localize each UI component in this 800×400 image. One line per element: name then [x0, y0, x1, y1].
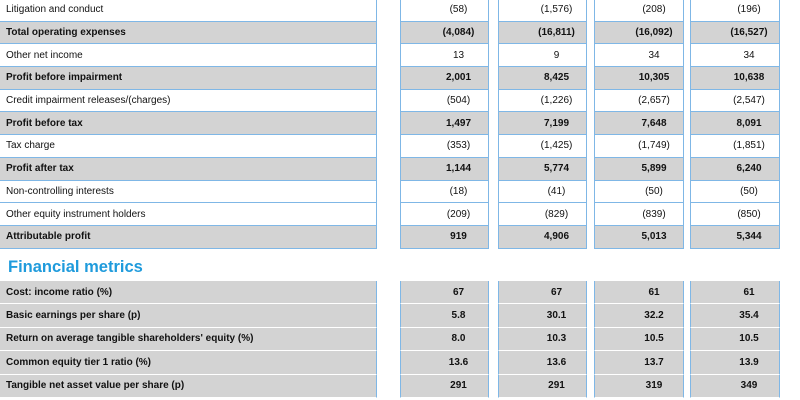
value-cell-col3: 10.5 [594, 328, 684, 351]
column-gap [377, 328, 400, 351]
value-cell-col1: (504) [400, 90, 489, 113]
value-cell-col1: (18) [400, 181, 489, 204]
value-cell-col4: 61 [690, 281, 780, 304]
value-cell-col3: 5,013 [594, 226, 684, 249]
value-cell-col1: 13 [400, 44, 489, 67]
row-label: Total operating expenses [0, 22, 377, 45]
value-cell-col1: 13.6 [400, 351, 489, 374]
column-gap [489, 22, 498, 45]
row-label: Other equity instrument holders [0, 203, 377, 226]
table-row-return-on-average-tangible-shareholders-equity [0, 328, 800, 351]
value-cell-col3: (208) [594, 0, 684, 22]
column-gap [377, 351, 400, 374]
column-gap [377, 304, 400, 327]
value-cell-col3: 10,305 [594, 67, 684, 90]
value-cell-col2: (41) [498, 181, 587, 204]
column-gap [377, 181, 400, 204]
column-gap [587, 22, 594, 45]
value-cell-col2: (16,811) [498, 22, 587, 45]
value-cell-col3: (50) [594, 181, 684, 204]
row-label: Non-controlling interests [0, 181, 377, 204]
column-gap [587, 90, 594, 113]
table-row-total-operating-expenses [0, 22, 800, 45]
value-cell-col1: 919 [400, 226, 489, 249]
column-gap [489, 0, 498, 22]
value-cell-col3: 13.7 [594, 351, 684, 374]
column-gap [489, 135, 498, 158]
value-cell-col2: 4,906 [498, 226, 587, 249]
column-gap [489, 158, 498, 181]
column-gap [489, 328, 498, 351]
column-gap [489, 67, 498, 90]
table-row-litigation-and-conduct [0, 0, 800, 22]
column-gap [489, 226, 498, 249]
value-cell-col2: (829) [498, 203, 587, 226]
value-cell-col3: 32.2 [594, 304, 684, 327]
value-cell-col1: (58) [400, 0, 489, 22]
table-row-basic-earnings-per-share-p [0, 304, 800, 327]
value-cell-col2: (1,226) [498, 90, 587, 113]
value-cell-col4: 13.9 [690, 351, 780, 374]
table-row-common-equity-tier-1-ratio [0, 351, 800, 374]
column-gap [489, 304, 498, 327]
column-gap [377, 203, 400, 226]
table-row-other-net-income [0, 44, 800, 67]
value-cell-col3: 5,899 [594, 158, 684, 181]
column-gap [489, 112, 498, 135]
column-gap [587, 135, 594, 158]
value-cell-col4: (850) [690, 203, 780, 226]
column-gap [587, 281, 594, 304]
value-cell-col4: 10.5 [690, 328, 780, 351]
value-cell-col2: 30.1 [498, 304, 587, 327]
value-cell-col3: (1,749) [594, 135, 684, 158]
row-label: Profit after tax [0, 158, 377, 181]
financial-metrics-heading: Financial metrics [8, 258, 143, 276]
value-cell-col4: 349 [690, 375, 780, 398]
column-gap [587, 181, 594, 204]
row-label: Tax charge [0, 135, 377, 158]
value-cell-col4: 8,091 [690, 112, 780, 135]
value-cell-col1: 67 [400, 281, 489, 304]
value-cell-col4: (2,547) [690, 90, 780, 113]
column-gap [489, 351, 498, 374]
value-cell-col1: 8.0 [400, 328, 489, 351]
value-cell-col2: (1,576) [498, 0, 587, 22]
column-gap [377, 158, 400, 181]
value-cell-col2: 8,425 [498, 67, 587, 90]
column-gap [489, 44, 498, 67]
value-cell-col1: 1,144 [400, 158, 489, 181]
column-gap [377, 90, 400, 113]
financial-metrics-table [0, 281, 800, 398]
column-gap [489, 375, 498, 398]
column-gap [377, 67, 400, 90]
value-cell-col4: (50) [690, 181, 780, 204]
value-cell-col4: 35.4 [690, 304, 780, 327]
value-cell-col2: 291 [498, 375, 587, 398]
table-row-profit-after-tax [0, 158, 800, 181]
value-cell-col4: 6,240 [690, 158, 780, 181]
table-row-credit-impairment-releases-charges [0, 90, 800, 113]
table-row-tangible-net-asset-value-per-share-p [0, 375, 800, 398]
row-label: Profit before tax [0, 112, 377, 135]
value-cell-col4: 34 [690, 44, 780, 67]
table-row-profit-before-impairment [0, 67, 800, 90]
table-row-cost-income-ratio [0, 281, 800, 304]
row-label: Basic earnings per share (p) [0, 304, 377, 327]
column-gap [377, 44, 400, 67]
column-gap [377, 375, 400, 398]
row-label: Tangible net asset value per share (p) [0, 375, 377, 398]
table-row-non-controlling-interests [0, 181, 800, 204]
table-row-attributable-profit [0, 226, 800, 249]
value-cell-col1: 5.8 [400, 304, 489, 327]
table-row-profit-before-tax [0, 112, 800, 135]
row-label: Litigation and conduct [0, 0, 377, 22]
value-cell-col1: (353) [400, 135, 489, 158]
column-gap [489, 181, 498, 204]
row-label: Other net income [0, 44, 377, 67]
value-cell-col3: (16,092) [594, 22, 684, 45]
column-gap [377, 112, 400, 135]
column-gap [587, 0, 594, 22]
column-gap [587, 112, 594, 135]
value-cell-col3: 7,648 [594, 112, 684, 135]
value-cell-col1: (209) [400, 203, 489, 226]
value-cell-col4: 10,638 [690, 67, 780, 90]
value-cell-col2: 10.3 [498, 328, 587, 351]
column-gap [587, 226, 594, 249]
value-cell-col2: 13.6 [498, 351, 587, 374]
column-gap [489, 281, 498, 304]
column-gap [587, 375, 594, 398]
value-cell-col2: 5,774 [498, 158, 587, 181]
value-cell-col2: 67 [498, 281, 587, 304]
value-cell-col1: 1,497 [400, 112, 489, 135]
column-gap [587, 67, 594, 90]
row-label: Credit impairment releases/(charges) [0, 90, 377, 113]
column-gap [377, 135, 400, 158]
column-gap [377, 0, 400, 22]
row-label: Return on average tangible shareholders' equity (%) [0, 328, 377, 351]
value-cell-col2: 7,199 [498, 112, 587, 135]
row-label: Cost: income ratio (%) [0, 281, 377, 304]
value-cell-col3: 319 [594, 375, 684, 398]
value-cell-col3: 34 [594, 44, 684, 67]
value-cell-col4: (16,527) [690, 22, 780, 45]
row-label: Profit before impairment [0, 67, 377, 90]
row-label: Common equity tier 1 ratio (%) [0, 351, 377, 374]
value-cell-col2: (1,425) [498, 135, 587, 158]
column-gap [587, 328, 594, 351]
table-row-other-equity-instrument-holders [0, 203, 800, 226]
column-gap [587, 158, 594, 181]
column-gap [587, 203, 594, 226]
column-gap [377, 226, 400, 249]
value-cell-col3: (839) [594, 203, 684, 226]
value-cell-col3: 61 [594, 281, 684, 304]
column-gap [587, 351, 594, 374]
value-cell-col1: (4,084) [400, 22, 489, 45]
column-gap [377, 281, 400, 304]
value-cell-col4: (1,851) [690, 135, 780, 158]
column-gap [489, 90, 498, 113]
row-label: Attributable profit [0, 226, 377, 249]
column-gap [587, 304, 594, 327]
value-cell-col4: (196) [690, 0, 780, 22]
value-cell-col3: (2,657) [594, 90, 684, 113]
column-gap [587, 44, 594, 67]
value-cell-col2: 9 [498, 44, 587, 67]
table-row-tax-charge [0, 135, 800, 158]
value-cell-col1: 291 [400, 375, 489, 398]
value-cell-col1: 2,001 [400, 67, 489, 90]
column-gap [489, 203, 498, 226]
column-gap [377, 22, 400, 45]
value-cell-col4: 5,344 [690, 226, 780, 249]
